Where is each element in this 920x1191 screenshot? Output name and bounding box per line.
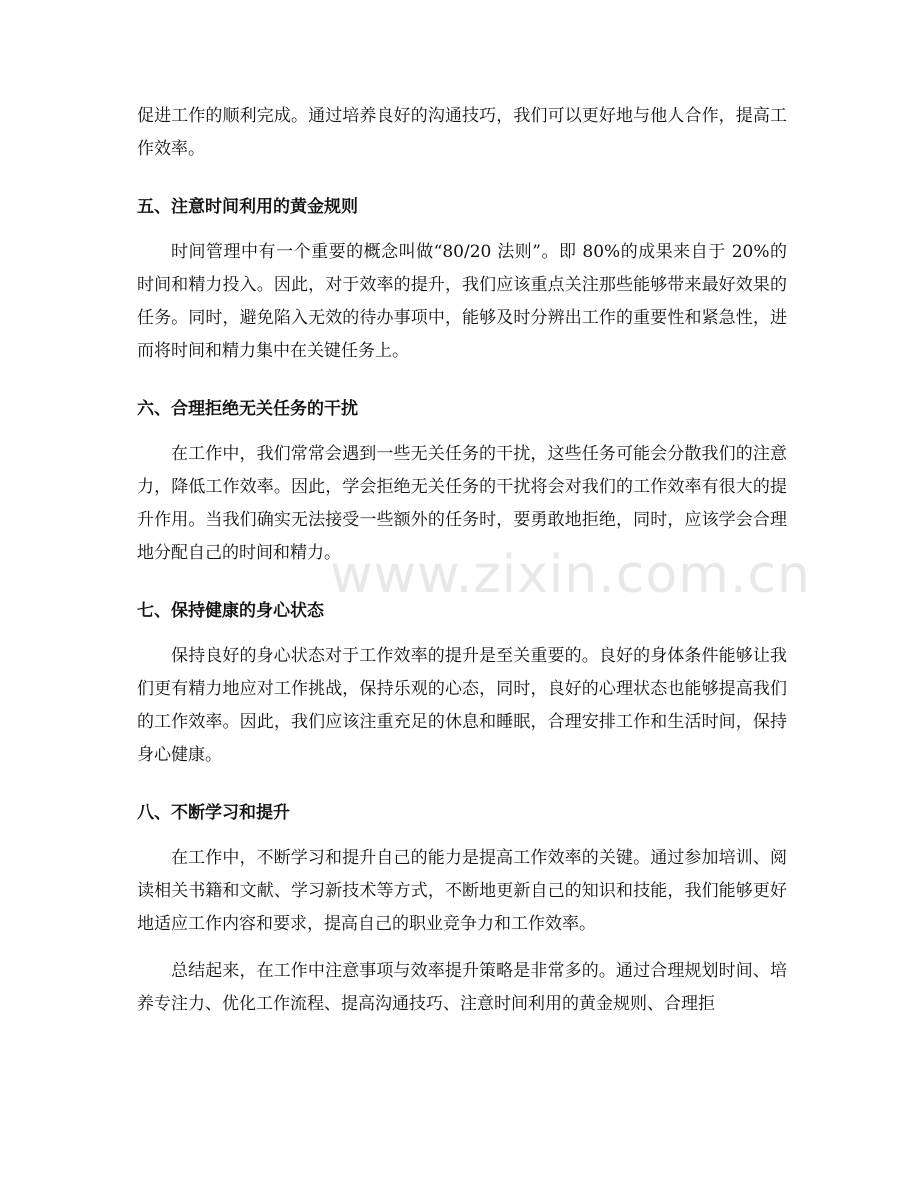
section-heading-5: 五、注意时间利用的黄金规则 xyxy=(137,197,358,217)
section-heading-7: 七、保持健康的身心状态 xyxy=(137,601,324,621)
document-body xyxy=(137,100,787,1021)
section-body-7: 保持良好的身心状态对于工作效率的提升是至关重要的。良好的身体条件能够让我们更有精力地应对工作挑战，保持乐观的心态，同时，良好的心理状态也能够提高我们的工作效率。因此，我们应该注重充足的休息和睡眠，合理安排工作和生活时间，保持身心健康。 xyxy=(137,646,787,765)
section-heading-6: 六、合理拒绝无关任务的干扰 xyxy=(137,399,358,419)
watermark-text: www.zixin.com.cn xyxy=(330,545,811,605)
section-body-6: 在工作中，我们常常会遇到一些无关任务的干扰，这些任务可能会分散我们的注意力，降低工作效率。因此，学会拒绝无关任务的干扰将会对我们的工作效率有很大的提升作用。当我们确实无法接受一些额外的任务时，要勇敢地拒绝，同时，应该学会合理地分配自己的时间和精力。 xyxy=(137,444,787,563)
summary-paragraph: 总结起来，在工作中注意事项与效率提升策略是非常多的。通过合理规划时间、培养专注力、优化工作流程、提高沟通技巧、注意时间利用的黄金规则、合理拒 xyxy=(137,961,787,1014)
section-body-8: 在工作中，不断学习和提升自己的能力是提高工作效率的关键。通过参加培训、阅读相关书籍和文献、学习新技术等方式，不断地更新自己的知识和技能，我们能够更好地适应工作内容和要求，提高自己的职业竞争力和工作效率。 xyxy=(137,848,787,934)
section-body-5: 时间管理中有一个重要的概念叫做“80/20 法则”。即 80%的成果来自于 20%的时间和精力投入。因此，对于效率的提升，我们应该重点关注那些能够带来最好效果的任务。同时，避免陷入无效的待办事项中，能够及时分辨出工作的重要性和紧急性，进而将时间和精力集中在关键任务上。 xyxy=(137,242,787,361)
intro-paragraph: 促进工作的顺利完成。通过培养良好的沟通技巧，我们可以更好地与他人合作，提高工作效率。 xyxy=(137,106,787,159)
section-heading-8: 八、不断学习和提升 xyxy=(137,803,290,823)
